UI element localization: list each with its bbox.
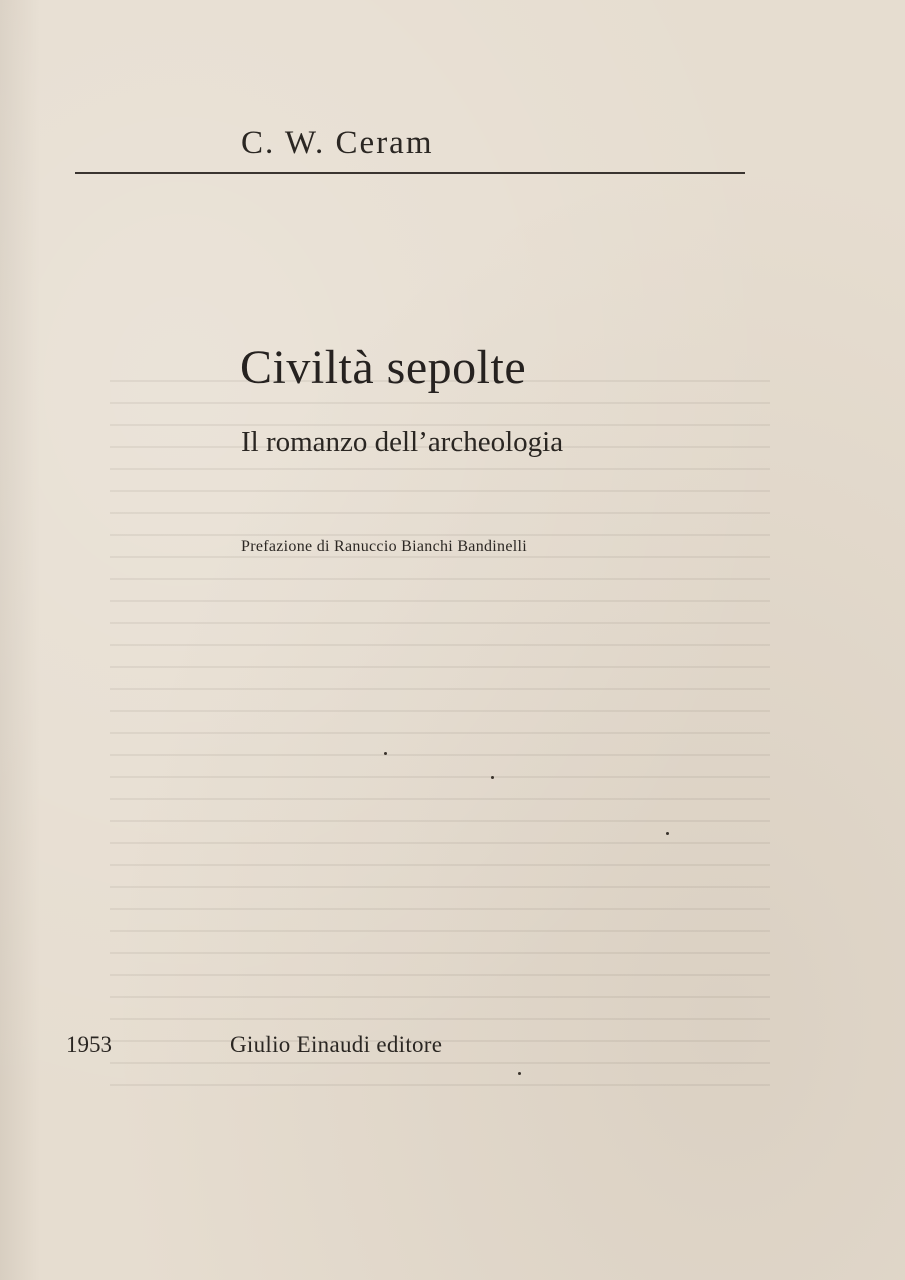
book-subtitle: Il romanzo dell’archeologia xyxy=(241,426,564,458)
paper-speck xyxy=(666,832,669,835)
paper-speck xyxy=(518,1072,521,1075)
paper-speck xyxy=(384,752,387,755)
publisher-name: Giulio Einaudi editore xyxy=(230,1032,443,1057)
paper-speck xyxy=(491,776,494,779)
book-title: Civiltà sepolte xyxy=(240,341,527,394)
publication-year: 1953 xyxy=(66,1032,112,1057)
preface-credit: Prefazione di Ranuccio Bianchi Bandinelli xyxy=(241,538,527,555)
author-rule xyxy=(75,172,745,174)
bleed-through-texture xyxy=(110,380,770,1100)
author-name: C. W. Ceram xyxy=(241,125,434,161)
